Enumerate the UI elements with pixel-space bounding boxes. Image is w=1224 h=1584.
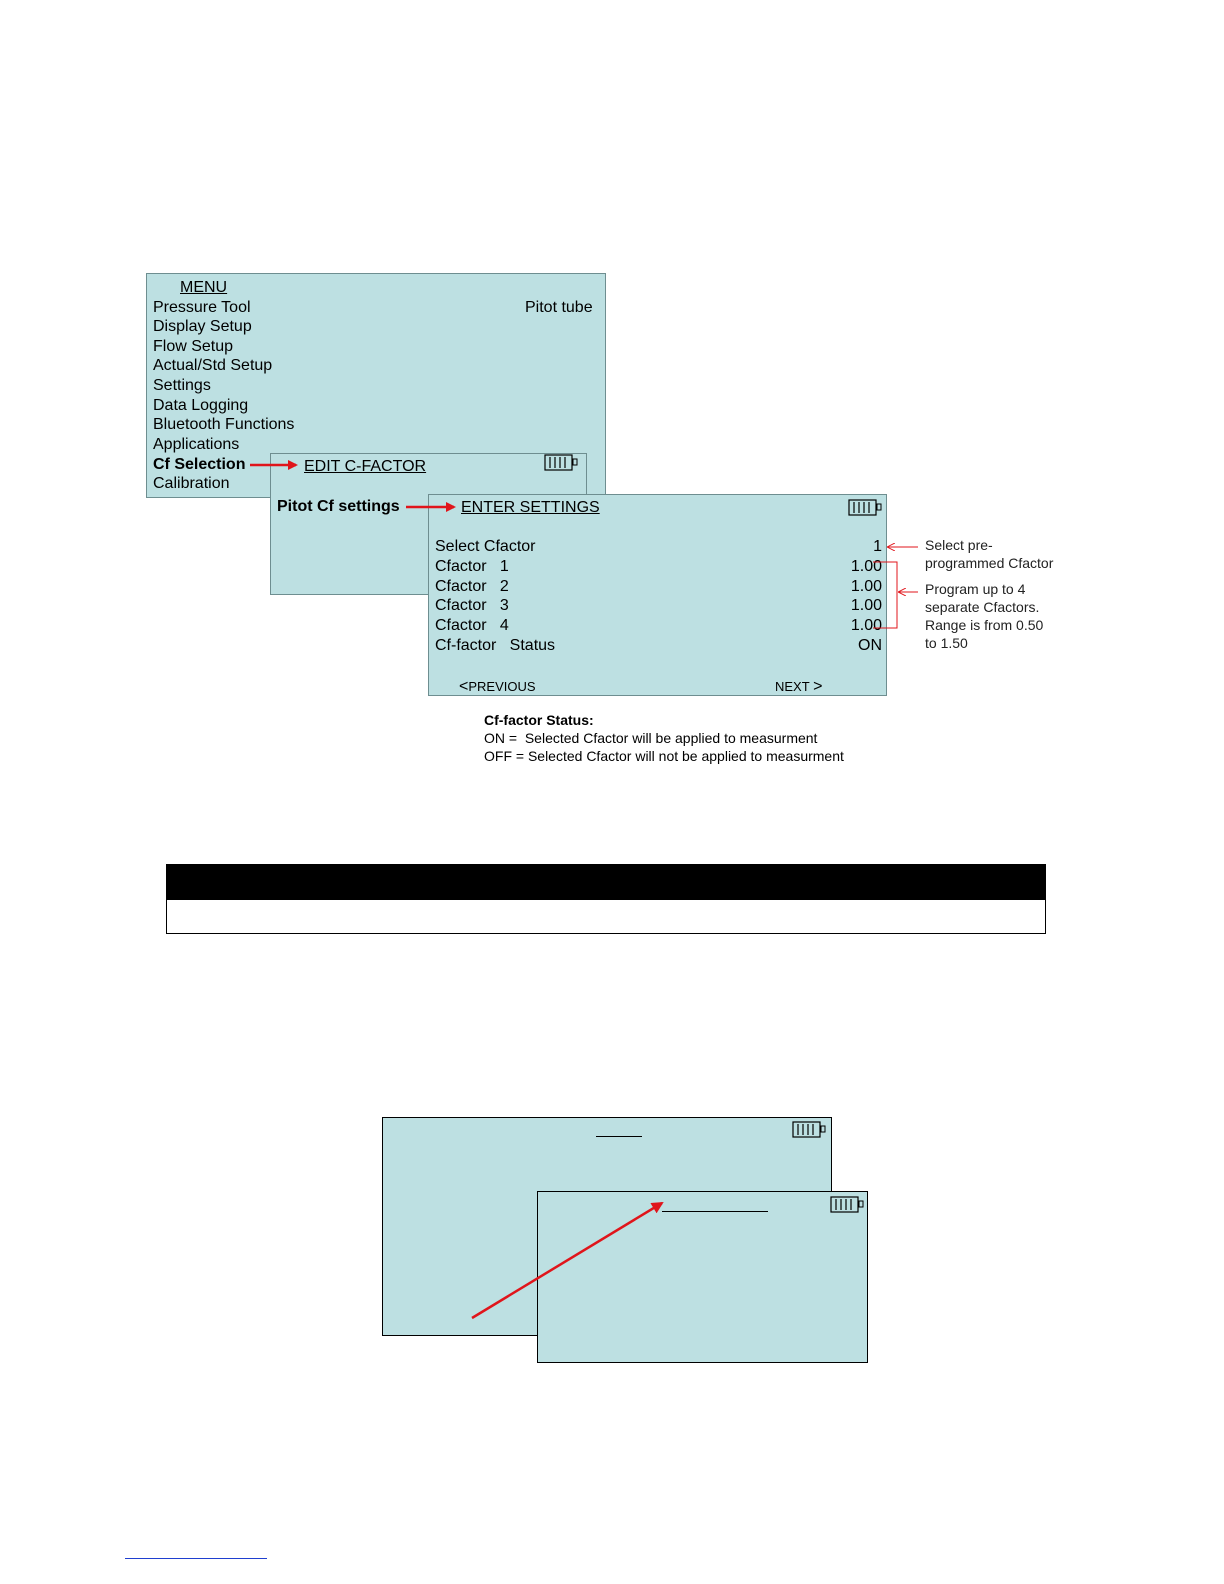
settings-row-label: Cfactor 1 <box>435 558 509 575</box>
edit-cfactor-title: EDIT C-FACTOR <box>304 458 427 475</box>
status-legend-off: OFF = Selected Cfactor will not be applied to measurment <box>484 748 844 764</box>
previous-button[interactable]: <PREVIOUS <box>459 678 536 695</box>
menu-item-cf-selection[interactable]: Cf Selection <box>153 456 246 473</box>
settings-row-label: Select Cfactor <box>435 538 536 555</box>
table-body-row <box>166 900 1046 934</box>
status-legend-heading: Cf-factor Status: <box>484 712 594 728</box>
settings-row-label: Cfactor 2 <box>435 578 509 595</box>
battery-icon <box>848 499 884 517</box>
battery-icon <box>544 454 580 472</box>
settings-row-value[interactable]: 1.00 <box>850 558 882 575</box>
menu-item-actual-std-setup[interactable]: Actual/Std Setup <box>153 357 273 374</box>
chevron-left-icon: < <box>459 678 469 695</box>
battery-icon <box>830 1196 866 1214</box>
program-note: Program up to 4 separate Cfactors. Range is from 0.50 to 1.50 <box>925 581 1044 651</box>
chevron-right-icon: > <box>813 678 823 695</box>
settings-row-value[interactable]: 1.00 <box>850 617 882 634</box>
settings-row-label: Cfactor 4 <box>435 617 509 634</box>
settings-row-label: Cf-factor Status <box>435 637 556 654</box>
battery-icon <box>792 1121 828 1139</box>
lower-screen-front <box>537 1191 868 1363</box>
title-underline <box>662 1211 768 1212</box>
settings-row-value[interactable]: 1 <box>873 538 882 555</box>
status-legend-on: ON = Selected Cfactor will be applied to measurment <box>484 730 818 746</box>
menu-item-bluetooth-functions[interactable]: Bluetooth Functions <box>153 416 295 433</box>
menu-item-flow-setup[interactable]: Flow Setup <box>153 338 234 355</box>
menu-item-settings[interactable]: Settings <box>153 377 211 394</box>
menu-item-display-setup[interactable]: Display Setup <box>153 318 252 335</box>
pitot-cf-settings-item[interactable]: Pitot Cf settings <box>277 498 400 515</box>
menu-title: MENU <box>180 279 228 296</box>
menu-item-applications[interactable]: Applications <box>153 436 240 453</box>
settings-row-value[interactable]: 1.00 <box>850 578 882 595</box>
table-header-bar <box>166 864 1046 901</box>
enter-settings-title: ENTER SETTINGS <box>461 499 600 516</box>
menu-item-data-logging[interactable]: Data Logging <box>153 397 249 414</box>
title-underline <box>596 1136 642 1137</box>
settings-row-label: Cfactor 3 <box>435 597 509 614</box>
status-legend <box>484 711 844 765</box>
menu-right-value: Pitot tube <box>525 299 593 316</box>
footnote-rule <box>125 1558 267 1559</box>
menu-item-calibration[interactable]: Calibration <box>153 475 230 492</box>
settings-row-value[interactable]: 1.00 <box>850 597 882 614</box>
select-note: Select pre- programmed Cfactor <box>925 537 1054 571</box>
next-button[interactable]: NEXT > <box>775 678 823 695</box>
menu-item-pressure-tool[interactable]: Pressure Tool <box>153 299 251 316</box>
settings-row-value[interactable]: ON <box>858 637 882 654</box>
